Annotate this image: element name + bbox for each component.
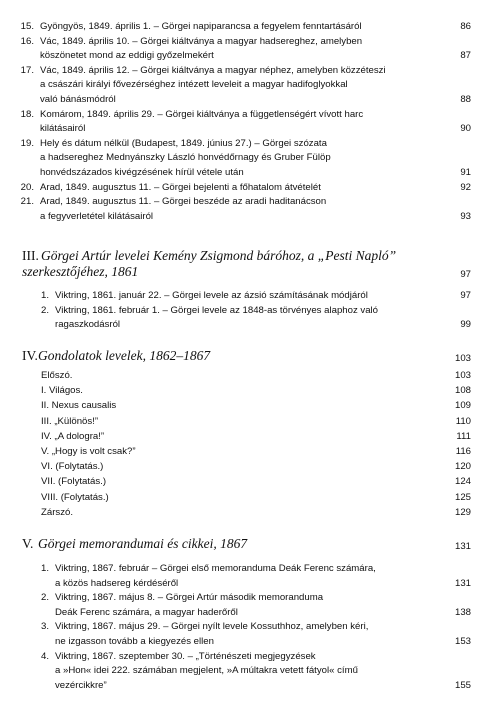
entry-page-number: 87 xyxy=(460,50,471,62)
entry-text: I. Világos. xyxy=(41,385,83,397)
entry-text: kilátásairól xyxy=(40,123,86,135)
section-roman-numeral: V. xyxy=(22,536,34,551)
entry-number: 15. xyxy=(20,21,34,32)
entry-number: 16. xyxy=(20,35,34,47)
entry-text: Zárszó. xyxy=(41,506,73,518)
entry-text: a fegyverletétel kilátásairól xyxy=(40,210,154,222)
entry-page-number: 116 xyxy=(455,446,471,457)
entry-number: 2. xyxy=(40,592,49,604)
entry-page-number: 92 xyxy=(460,181,471,193)
entry-text: Arad, 1849. augusztus 11. – Görgei bejelenti a főhatalom átvételét xyxy=(40,181,321,193)
entry-text: a császári királyi fővezérséghez intézett leveleit a magyar hadifoglyokkal xyxy=(40,79,348,91)
entry-text: VIII. (Folytatás.) xyxy=(41,491,109,503)
entry-number: 20. xyxy=(20,181,34,193)
section-title: szerkesztőjéhez, 1861 xyxy=(22,264,139,279)
entry-number: 2. xyxy=(40,304,49,316)
entry-number: 4. xyxy=(40,650,49,662)
entry-page-number: 153 xyxy=(454,636,471,647)
entry-text: VII. (Folytatás.) xyxy=(41,476,107,488)
section-page-number: 103 xyxy=(454,353,471,364)
entry-page-number: 155 xyxy=(454,679,471,691)
section-title: Görgei memorandumai és cikkei, 1867 xyxy=(38,536,248,551)
section-roman-numeral: IV. xyxy=(22,348,38,363)
entry-text: a közös hadsereg kérdéséről xyxy=(55,577,179,589)
entry-number: 1. xyxy=(40,563,49,574)
entry-text: III. „Különös!” xyxy=(41,415,99,427)
entry-number: 3. xyxy=(40,621,49,633)
entry-page-number: 120 xyxy=(454,461,471,473)
entry-text: VI. (Folytatás.) xyxy=(41,461,104,473)
entry-number: 19. xyxy=(20,137,34,149)
entry-number: 18. xyxy=(20,108,34,120)
entry-page-number: 111 xyxy=(456,430,471,442)
entry-page-number: 99 xyxy=(460,319,471,331)
entry-text: köszönetet mond az eddigi győzelmekért xyxy=(40,50,214,62)
entry-number: 17. xyxy=(20,64,34,76)
entry-page-number: 88 xyxy=(460,94,471,105)
entry-page-number: 129 xyxy=(454,506,471,518)
entry-text: Hely és dátum nélkül (Budapest, 1849. június 27.) – Görgei szózata xyxy=(40,137,327,149)
entry-text: vezércikkre” xyxy=(55,679,107,691)
section-roman-numeral: III. xyxy=(22,248,39,263)
entry-page-number: 124 xyxy=(454,476,471,488)
entry-page-number: 93 xyxy=(460,210,471,222)
entry-text: II. Nexus causalis xyxy=(41,400,117,412)
entry-text: Viktring, 1867. február – Görgei első memoranduma Deák Ferenc számára, xyxy=(55,563,376,574)
entry-text: Vác, 1849. április 10. – Görgei kiáltványa a magyar hadsereghez, amelyben xyxy=(40,35,363,47)
entry-text: Gyöngyös, 1849. április 1. – Görgei napiparancsa a fegyelem fenntartásáról xyxy=(40,21,362,32)
entry-number: 1. xyxy=(40,290,49,301)
section-title: Görgei Artúr levelei Kemény Zsigmond báróhoz, a „Pesti Napló” xyxy=(41,248,397,263)
entry-page-number: 125 xyxy=(454,491,471,503)
entry-number: 21. xyxy=(20,196,34,208)
entry-text: Viktring, 1861. január 22. – Görgei levele az ázsió számításának módjáról xyxy=(55,290,368,301)
entry-page-number: 108 xyxy=(454,385,471,397)
entry-page-number: 109 xyxy=(454,400,471,412)
entry-text: Viktring, 1867. május 29. – Görgei nyílt levele Kossuthhoz, amelyben kéri, xyxy=(55,621,369,633)
entry-text: Előszó. xyxy=(41,370,73,381)
entry-text: Komárom, 1849. április 29. – Görgei kiáltványa a függetlenségért vívott harc xyxy=(40,108,364,120)
entry-text: Viktring, 1867. szeptember 30. – „Történészeti megjegyzések xyxy=(55,650,316,662)
entry-text: Deák Ferenc számára, a magyar haderőről xyxy=(55,606,238,618)
entry-text: való bánásmódról xyxy=(40,94,116,105)
entry-text: a hadsereghez Mednyánszky László honvédőrnagy és Gruber Fülöp xyxy=(40,152,331,164)
entry-page-number: 110 xyxy=(455,415,471,427)
entry-text: IV. „A dologra!” xyxy=(41,430,105,442)
entry-text: Vác, 1849. április 12. – Görgei kiáltványa a magyar néphez, amelyben közzéteszi xyxy=(40,64,386,76)
section-page-number: 131 xyxy=(454,541,471,552)
entry-page-number: 131 xyxy=(454,577,471,589)
entry-page-number: 97 xyxy=(460,290,471,301)
entry-text: ne izgasson tovább a kiegyezés ellen xyxy=(55,636,214,647)
entry-text: ragaszkodásról xyxy=(55,319,121,331)
entry-page-number: 138 xyxy=(454,606,471,618)
entry-text: V. „Hogy is volt csak?” xyxy=(41,446,136,457)
entry-text: Viktring, 1861. február 1. – Görgei levele az 1848-as törvényes alaphoz való xyxy=(55,304,379,316)
section-title: Gondolatok levelek, 1862–1867 xyxy=(38,348,211,363)
entry-text: Viktring, 1867. május 8. – Görgei Artúr második memoranduma xyxy=(55,592,324,604)
entry-text: Arad, 1849. augusztus 11. – Görgei beszéde az aradi haditanácson xyxy=(40,196,327,208)
section-page-number: 97 xyxy=(460,269,471,280)
entry-text: honvédszázados kivégzésének hírül vétele után xyxy=(40,167,244,178)
entry-page-number: 86 xyxy=(460,21,471,32)
entry-text: a »Hon« idei 222. számában megjelent, »A múltakra vetett fátyol« című xyxy=(55,665,358,677)
entry-page-number: 91 xyxy=(460,167,471,178)
entry-page-number: 90 xyxy=(460,123,471,135)
entry-page-number: 103 xyxy=(454,370,471,381)
